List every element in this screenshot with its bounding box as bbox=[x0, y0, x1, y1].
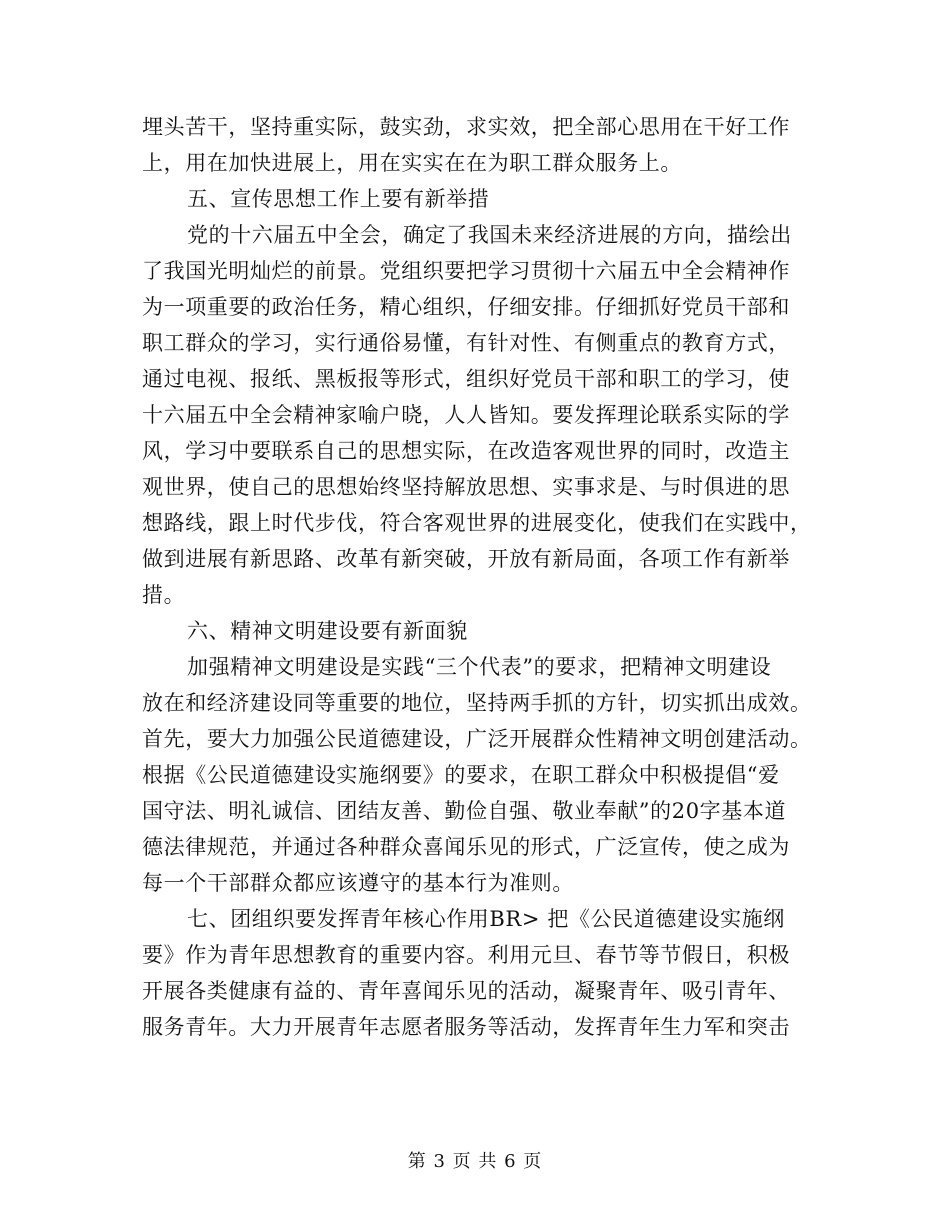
body-text-line: 德法律规范，并通过各种群众喜闻乐见的形式，广泛宣传，使之成为 bbox=[142, 835, 790, 859]
section-heading-6: 六、精神文明建设要有新面貌 bbox=[187, 619, 468, 643]
body-text-line: 党的十六届五中全会，确定了我国未来经济进展的方向，描绘出 bbox=[187, 223, 792, 247]
section-heading-7: 七、团组织要发挥青年核心作用BR> 把《公民道德建设实施纲 bbox=[187, 907, 785, 931]
body-text-line: 每一个干部群众都应该遵守的基本行为准则。 bbox=[142, 871, 574, 895]
body-text-line: 职工群众的学习，实行通俗易懂，有针对性、有侧重点的教育方式， bbox=[142, 331, 790, 355]
body-text-line: 了我国光明灿烂的前景。党组织要把学习贯彻十六届五中全会精神作 bbox=[142, 259, 790, 283]
page-number-footer: 第 3 页 共 6 页 bbox=[407, 1151, 543, 1172]
body-text-line: 开展各类健康有益的、青年喜闻乐见的活动，凝聚青年、吸引青年、 bbox=[142, 979, 790, 1003]
body-text-line: 十六届五中全会精神家喻户晓，人人皆知。要发挥理论联系实际的学 bbox=[142, 403, 790, 427]
body-text-line: 国守法、明礼诚信、团结友善、勤俭自强、敬业奉献”的20字基本道 bbox=[142, 799, 787, 823]
body-text-line: 措。 bbox=[142, 583, 186, 607]
body-text-line: 加强精神文明建设是实践“三个代表”的要求，把精神文明建设 bbox=[187, 655, 772, 679]
body-text-line: 风，学习中要联系自己的思想实际，在改造客观世界的同时，改造主 bbox=[142, 439, 790, 463]
body-text-line: 服务青年。大力开展青年志愿者服务等活动，发挥青年生力军和突击 bbox=[142, 1015, 790, 1039]
body-text-line: 观世界，使自己的思想始终坚持解放思想、实事求是、与时俱进的思 bbox=[142, 475, 790, 499]
body-text-line: 埋头苦干，坚持重实际，鼓实劲，求实效，把全部心思用在干好工作 bbox=[142, 115, 790, 139]
section-heading-5: 五、宣传思想工作上要有新举措 bbox=[187, 187, 490, 211]
body-text-line: 上，用在加快进展上，用在实实在在为职工群众服务上。 bbox=[142, 151, 682, 175]
body-text-line: 根据《公民道德建设实施纲要》的要求，在职工群众中积极提倡“爱 bbox=[142, 763, 780, 787]
body-text-line: 为一项重要的政治任务，精心组织，仔细安排。仔细抓好党员干部和 bbox=[142, 295, 790, 319]
body-text-line: 放在和经济建设同等重要的地位，坚持两手抓的方针，切实抓出成效。 bbox=[142, 691, 812, 715]
body-text-line: 通过电视、报纸、黑板报等形式，组织好党员干部和职工的学习，使 bbox=[142, 367, 790, 391]
body-text-line: 想路线，跟上时代步伐，符合客观世界的进展变化，使我们在实践中， bbox=[142, 511, 812, 535]
body-text-line: 做到进展有新思路、改革有新突破，开放有新局面，各项工作有新举 bbox=[142, 547, 790, 571]
body-text-line: 要》作为青年思想教育的重要内容。利用元旦、春节等节假日，积极 bbox=[142, 943, 790, 967]
body-text-line: 首先，要大力加强公民道德建设，广泛开展群众性精神文明创建活动。 bbox=[142, 727, 812, 751]
